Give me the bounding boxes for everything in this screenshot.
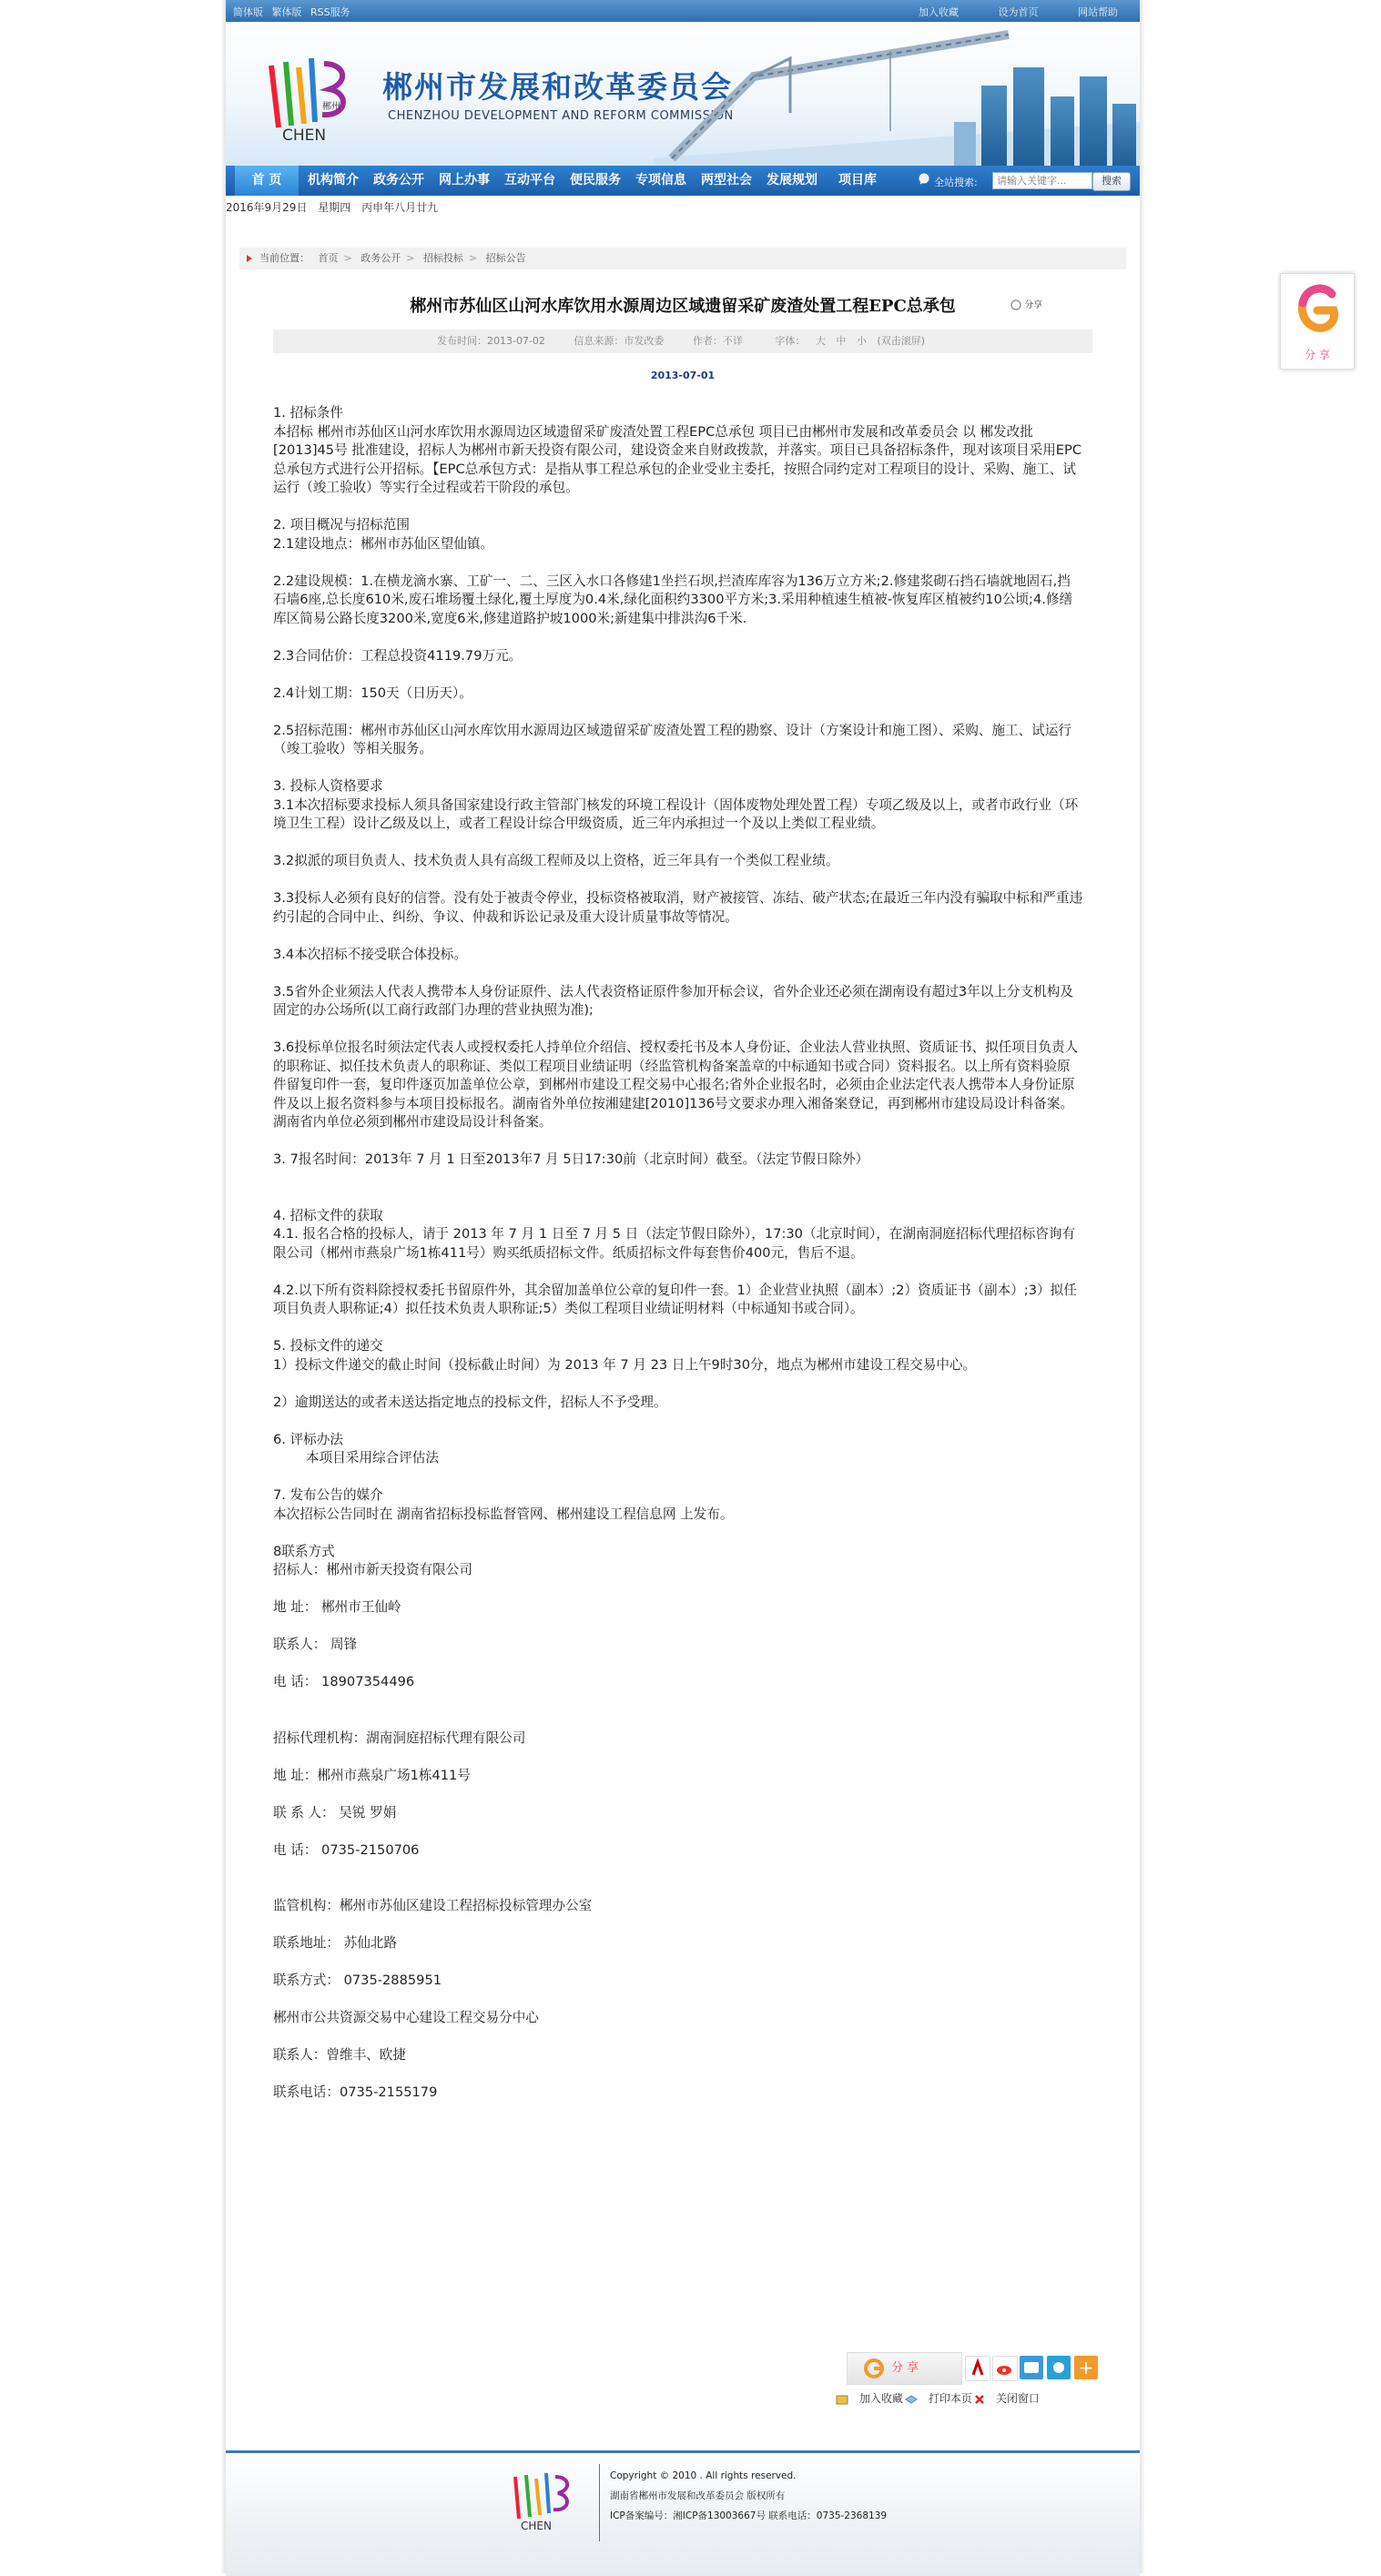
meta-publish-time: 发布时间：2013-07-02 [436, 335, 545, 347]
font-size-small[interactable]: 小 [856, 335, 867, 347]
section-heading: 1. 招标条件 [273, 405, 343, 421]
nav-home[interactable]: 首 页 [235, 166, 299, 196]
date-bar [226, 198, 445, 218]
meta-author: 作者：不详 [692, 335, 743, 347]
section-heading: 7. 发布公告的媒介 [273, 1487, 383, 1503]
nav-about[interactable]: 机构简介 [308, 173, 359, 188]
article-body [273, 404, 1083, 2121]
copyright: Copyright © 2010 . All rights reserved. [610, 2470, 797, 2481]
paragraph: 3. 7报名时间：2013年 7 月 1 日至2013年7 月 5日17:30前（北京时间）截至。（法定节假日除外） [273, 1151, 869, 1167]
paragraph: 3.4本次招标不接受联合体投标。 [273, 946, 467, 962]
floating-share-label: 分 享 [1305, 349, 1330, 361]
double-click-scroll: (双击滚屏) [877, 335, 926, 347]
nav-two-type-society[interactable]: 两型社会 [701, 173, 752, 188]
share-logo-icon [1294, 281, 1341, 336]
footer-logo-icon [506, 2468, 579, 2531]
contact-line: 电 话： 18907354496 [273, 1674, 415, 1689]
contact-line: 地 址：郴州市燕泉广场1栋411号 [273, 1767, 471, 1783]
meta-source: 信息来源：市发改委 [574, 335, 665, 347]
contact-line: 地 址： 郴州市王仙岭 [273, 1599, 401, 1615]
paragraph: 3.6投标单位报名时须法定代表人或授权委托人持单位介绍信、授权委托书及本人身份证、企业法人营业执照、资质证书、拟任项目负责人的职称证、拟任技术负责人的职称证、类似工程项目业绩证明（经监管机构备案盖章的中标通知书或合同）资料报名。以上所有资料验原件留复印件一套，复印件逐页加盖单位公章，到郴州市建设工程交易中心报名;省外企业报名时，必须由企业法定代表人携带本人身份证原件及以上报名资料参与本项目投标报名。湖南省外单位按湘建建[2010]136号文要求办理入湘备案登记，再到郴州市建设局设计科备案。湖南省内单位必须到郴州市建设局设计科备案。 [273, 1040, 1079, 1130]
site-owner: 湖南省郴州市发展和改革委员会 版权所有 [610, 2490, 786, 2501]
section-heading: 2. 项目概况与招标范围 [273, 517, 410, 532]
nav-development-plan[interactable]: 发展规划 [767, 173, 817, 188]
paragraph: 1）投标文件递交的截止时间（投标截止时间）为 2013 年 7 月 23 日上午9时30分，地点为郴州市建设工程交易中心。 [273, 1356, 977, 1373]
page [226, 0, 1140, 2573]
breadcrumb-prefix: 当前位置： [259, 252, 310, 264]
section-heading: 5. 投标文件的递交 [273, 1338, 383, 1354]
link-simplified[interactable]: 简体版 [233, 6, 263, 18]
share-mini-button[interactable] [1010, 297, 1042, 310]
crane-skyline-illustration [654, 22, 1140, 166]
add-favorite-label: 加入收藏 [858, 2392, 903, 2405]
section-heading: 3. 投标人资格要求 [273, 778, 383, 794]
contact-line: 联系地址： 苏仙北路 [273, 1935, 397, 1951]
breadcrumb-arrow-icon [247, 255, 252, 262]
nav-interaction[interactable]: 互动平台 [504, 173, 555, 188]
close-icon [974, 2394, 985, 2405]
share-label: 分 享 [891, 2361, 919, 2375]
add-favorite-action[interactable] [836, 2390, 903, 2406]
main-nav [226, 166, 1140, 196]
paragraph: 4.1. 报名合格的投标人，请于 2013 年 7 月 1 日至 7 月 5 日（法定节假日除外），17:30（北京时间），在湖南洞庭招标代理招标咨询有限公司（郴州市燕泉广场1栋411号）购买纸质招标文件。纸质招标文件每套售价400元，售后不退。 [273, 1226, 1076, 1261]
paragraph: 3.2拟派的项目负责人、技术负责人具有高级工程师及以上资格，近三年具有一个类似工程业绩。 [273, 853, 839, 868]
paragraph: 2.3合同估价：工程总投资4119.79万元。 [273, 647, 523, 664]
breadcrumb-separator: > [343, 252, 352, 264]
footer-text [610, 2466, 887, 2526]
paragraph: 本招标 郴州市苏仙区山河水库饮用水源周边区域遗留采矿废渣处置工程EPC总承包 项目已由郴州市发展和改革委员会 以 郴发改批[2013]45号 批准建设，招标人为郴州市新天投资有限公司，建设资金来自财政拨款，并落实。项目已具备招标条件，现对该项目采用EPC总承包方式进行公开招标。【EPC总承包方式：是指从事工程总承包的企业受业主委托，按照合同约定对工程项目的设计、采购、施工、试运行（竣工验收）等实行全过程或若干阶段的承包。 [273, 423, 1082, 495]
font-label: 字体： [775, 335, 806, 347]
font-size-medium[interactable]: 中 [836, 335, 847, 347]
paragraph: 3.5省外企业须法人代表人携带本人身份证原件、法人代表资格证原件参加开标会议，省外企业还必须在湖南设有超过3年以上分支机构及固定的办公场所(以工商行政部门办理的营业执照为准); [273, 983, 1073, 1018]
paragraph: 本项目采用综合评估法 [306, 1450, 439, 1465]
section-heading: 6. 评标办法 [273, 1431, 343, 1447]
section-heading: 8联系方式 [273, 1543, 335, 1559]
breadcrumb [239, 248, 1126, 269]
breadcrumb-home[interactable]: 首页 [318, 252, 339, 264]
contact-line: 联系人：曾维丰、欧捷 [273, 2047, 406, 2063]
link-traditional[interactable]: 繁体版 [271, 6, 302, 18]
paragraph: 3.1本次招标要求投标人须具备国家建设行政主管部门核发的环境工程设计（固体废物处理处置工程）专项乙级及以上，或者市政行业（环境卫生工程）设计乙级及以上，或者工程设计综合甲级资质，近三年内承担过一个及以上类似工程业绩。 [273, 796, 1079, 831]
site-title: 郴州市发展和改革委员会 [382, 69, 733, 105]
lunar-date: 丙申年八月廿九 [361, 201, 439, 214]
paragraph: 2.1建设地点：郴州市苏仙区望仙镇。 [273, 535, 494, 552]
paragraph: 2.4计划工期：150天（日历天）。 [273, 685, 472, 701]
nav-online-service[interactable]: 网上办事 [439, 173, 490, 188]
search-icon [918, 173, 930, 186]
link-rss[interactable]: RSS服务 [310, 6, 350, 18]
paragraph: 4.2.以下所有资料除授权委托书留原件外，其余留加盖单位公章的复印件一套。1）企业营业执照（副本）;2）资质证书（副本）;3）拟任项目负责人职称证;4）拟任技术负责人职称证;5）类似工程项目业绩证明材料（中标通知书或合同）。 [273, 1282, 1077, 1316]
share-button[interactable] [847, 2352, 962, 2385]
share-mini-label: 分享 [1024, 300, 1043, 310]
footer-divider [599, 2464, 600, 2541]
contact-line: 联系人： 周锋 [273, 1637, 358, 1652]
icp-info: ICP备案编号：湘ICP备13003667号 联系电话：0735-2368139 [610, 2510, 888, 2521]
font-size-large[interactable]: 大 [815, 335, 826, 347]
article-date: 2013-07-01 [650, 370, 716, 381]
tencent-share-icon[interactable] [1047, 2356, 1071, 2379]
contact-line: 联系电话：0735-2155179 [273, 2084, 438, 2100]
nav-gov-affairs[interactable]: 政务公开 [373, 173, 424, 188]
more-share-icon[interactable]: + [1074, 2356, 1098, 2379]
article-meta [273, 330, 1092, 353]
print-icon [905, 2394, 918, 2405]
share-bar [847, 2352, 1092, 2383]
contact-line: 电 话： 0735-2150706 [273, 1841, 420, 1858]
search-input[interactable] [992, 172, 1092, 189]
logo-small-text: 郴州 [322, 102, 340, 112]
current-weekday: 星期四 [318, 201, 351, 214]
print-action[interactable] [905, 2390, 972, 2406]
paragraph: 2.5招标范围：郴州市苏仙区山河水库饮用水源周边区域遗留采矿废渣处置工程的勘察、设计（方案设计和施工图）、采购、施工、试运行（竣工验收）等相关服务。 [273, 722, 1071, 756]
contact-line: 招标人：郴州市新天投资有限公司 [273, 1562, 472, 1577]
header-banner [226, 22, 1140, 166]
paragraph: 2）逾期送达的或者未送达指定地点的投标文件，招标人不予受理。 [273, 1394, 667, 1410]
breadcrumb-bidding[interactable]: 招标投标 [422, 252, 463, 264]
close-window-action[interactable] [974, 2390, 1040, 2406]
language-links [233, 5, 356, 19]
paragraph: 3.3投标人必须有良好的信誉。没有处于被责令停业，投标资格被取消，财产被接管、冻结、破产状态;在最近三年内没有骗取中标和严重违约引起的合同中止、纠纷、争议、仲裁和诉讼记录及重大设计质量事故等情况。 [273, 890, 1083, 925]
footer-logo-text: CHEN [521, 2520, 552, 2531]
footer [226, 2450, 1140, 2576]
floating-share-button[interactable] [1280, 273, 1355, 370]
paragraph: 本次招标公告同时在 湖南省招标投标监督管网、郴州建设工程信息网 上发布。 [273, 1506, 734, 1522]
breadcrumb-gov-affairs[interactable]: 政务公开 [360, 252, 401, 264]
contact-line: 郴州市公共资源交易中心建设工程交易分中心 [273, 2010, 539, 2025]
top-bar [226, 0, 1140, 22]
search-label: 全站搜索: [934, 177, 978, 188]
contact-line: 联系方式： 0735-2885951 [273, 1973, 442, 1988]
article-title: 郴州市苏仙区山河水库饮用水源周边区域遗留采矿废渣处置工程EPC总承包 [410, 297, 956, 316]
share-logo-icon [864, 2358, 884, 2378]
breadcrumb-separator: > [468, 252, 478, 264]
print-label: 打印本页 [928, 2392, 972, 2405]
current-date: 2016年9月29日 [226, 201, 308, 214]
breadcrumb-bid-notice[interactable]: 招标公告 [485, 252, 526, 264]
paragraph: 2.2建设规模：1.在横龙滴水寨、工矿一、二、三区入水口各修建1坐拦石坝,拦渣库库容为136万立方米;2.修建浆砌石挡石墙就地固石,挡石墙6座,总长度610米,废石堆场覆土绿化,覆土厚度为0.4米,绿化面积约3300平方米;3.采用种植速生植被-恢复库区植被约10公顷;4.修缮库区简易公路长度3200米,宽度6米,修建道路护坡1000米;新建集中排洪沟6千米. [273, 573, 1073, 626]
add-favorite-link[interactable]: 加入收藏 [919, 6, 959, 18]
contact-line: 招标代理机构：湖南洞庭招标代理有限公司 [273, 1729, 526, 1746]
meta-font-size [771, 335, 929, 347]
nav-public-service[interactable]: 便民服务 [570, 173, 621, 188]
set-homepage-link[interactable]: 设为首页 [998, 6, 1039, 18]
section-heading: 4. 招标文件的获取 [273, 1207, 383, 1223]
close-window-label: 关闭窗口 [995, 2392, 1040, 2405]
chenzhou-logo-icon[interactable] [259, 46, 359, 146]
logo-text: CHEN [282, 127, 327, 145]
site-subtitle: CHENZHOU DEVELOPMENT AND REFORM COMMISSION [388, 109, 734, 123]
folder-icon [836, 2394, 848, 2405]
nav-project-library[interactable]: 项目库 [838, 173, 877, 188]
contact-line: 联 系 人： 吴锐 罗娟 [273, 1804, 397, 1820]
top-right-links [882, 5, 1118, 19]
renren-share-icon[interactable] [965, 2356, 990, 2381]
weibo-share-icon[interactable] [992, 2356, 1018, 2381]
search-button[interactable]: 搜索 [1092, 172, 1131, 191]
qzone-share-icon[interactable] [1020, 2356, 1043, 2379]
nav-special-info[interactable]: 专项信息 [635, 173, 686, 188]
contact-line: 监管机构：郴州市苏仙区建设工程招标投标管理办公室 [273, 1898, 593, 1913]
site-help-link[interactable]: 网站帮助 [1078, 6, 1118, 18]
share-mini-icon [1010, 299, 1021, 310]
breadcrumb-separator: > [406, 252, 415, 264]
